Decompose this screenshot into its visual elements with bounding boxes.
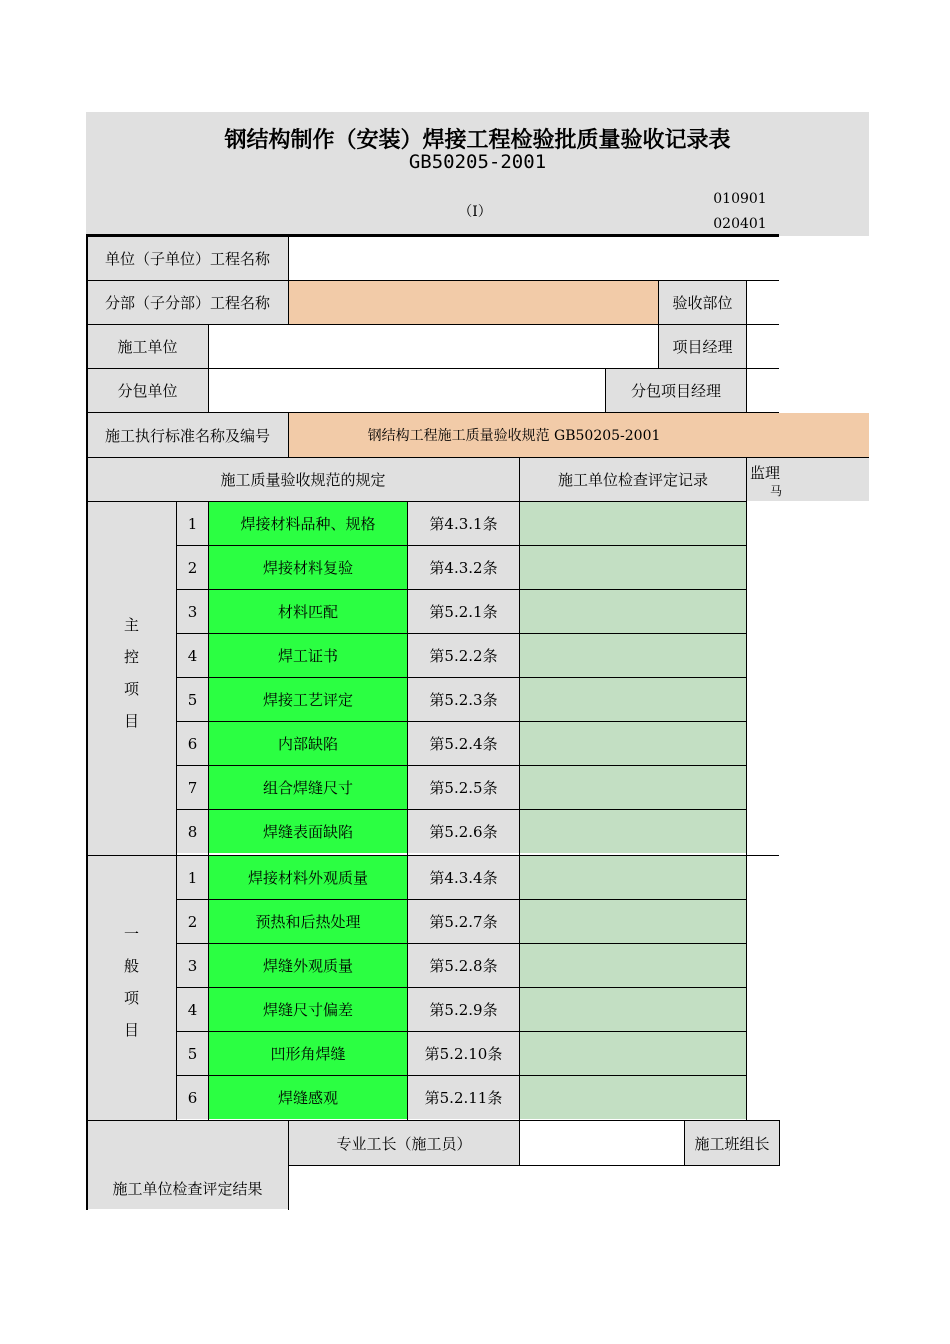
grid-hline — [176, 721, 746, 722]
project-manager-value[interactable] — [747, 325, 779, 368]
grid-hline — [176, 1075, 746, 1076]
grid-vline — [746, 501, 747, 1121]
main-item-record[interactable] — [520, 546, 746, 589]
general-char-3: 项 — [123, 989, 139, 1007]
general-item-clause: 第5.2.8条 — [408, 944, 519, 987]
grid-hline — [176, 545, 746, 546]
foreman-value[interactable] — [520, 1121, 684, 1165]
general-item-clause: 第5.2.7条 — [408, 900, 519, 943]
main-control-char-1: 主 — [123, 615, 139, 634]
grid-vline — [407, 501, 408, 1121]
main-item-clause: 第5.2.4条 — [408, 722, 519, 765]
standard-value: 钢结构工程施工质量验收规范 GB50205-2001 — [289, 413, 869, 457]
main-control-char-2: 控 — [123, 647, 139, 666]
sub-project-value[interactable] — [289, 281, 658, 324]
main-item-name: 组合焊缝尺寸 — [209, 766, 407, 809]
grid-hline — [176, 809, 746, 810]
project-manager-label: 项目经理 — [659, 325, 746, 368]
general-section — [87, 856, 176, 1120]
unit-project-value[interactable] — [289, 237, 779, 280]
general-item-record[interactable] — [520, 1076, 746, 1119]
main-control-char-4: 目 — [123, 711, 139, 730]
main-item-clause: 第5.2.1条 — [408, 590, 519, 633]
grid-vline — [684, 1120, 685, 1166]
record-header: 施工单位检查评定记录 — [520, 458, 746, 501]
acceptance-part-value[interactable] — [747, 281, 779, 324]
main-item-clause: 第5.2.6条 — [408, 810, 519, 853]
grid-vline — [208, 325, 209, 413]
main-item-clause: 第5.2.2条 — [408, 634, 519, 677]
form-code-1: 010901 — [713, 191, 767, 207]
grid-hline — [86, 855, 779, 856]
grid-hline — [86, 234, 779, 237]
subcontractor-value[interactable] — [209, 369, 605, 412]
general-item-name: 凹形角焊缝 — [209, 1032, 407, 1075]
main-item-no: 3 — [177, 590, 208, 633]
main-item-no: 8 — [177, 810, 208, 853]
grid-hline — [176, 589, 746, 590]
general-item-record[interactable] — [520, 900, 746, 943]
main-item-no: 6 — [177, 722, 208, 765]
grid-vline — [519, 501, 520, 1121]
spec-header: 施工质量验收规范的规定 — [87, 458, 519, 501]
grid-hline — [176, 677, 746, 678]
general-item-clause: 第5.2.9条 — [408, 988, 519, 1031]
main-item-record[interactable] — [520, 502, 746, 545]
general-item-no: 5 — [177, 1032, 208, 1075]
general-item-name: 焊缝外观质量 — [209, 944, 407, 987]
main-item-record[interactable] — [520, 590, 746, 633]
grid-hline — [176, 899, 746, 900]
general-item-record[interactable] — [520, 944, 746, 987]
main-item-clause: 第5.2.3条 — [408, 678, 519, 721]
general-item-record[interactable] — [520, 856, 746, 899]
grid-vline — [779, 1120, 780, 1166]
unit-project-label: 单位（子单位）工程名称 — [87, 237, 288, 280]
general-item-no: 3 — [177, 944, 208, 987]
grid-vline — [288, 413, 289, 457]
foreman-label: 专业工长（施工员） — [289, 1121, 519, 1165]
form-title: 钢结构制作（安装）焊接工程检验批质量验收记录表 — [224, 127, 731, 153]
grid-vline — [519, 457, 520, 502]
grid-hline — [176, 943, 746, 944]
standard-label: 施工执行标准名称及编号 — [87, 413, 288, 457]
grid-vline — [746, 281, 747, 413]
grid-vline — [658, 281, 659, 369]
main-item-name: 焊缝表面缺陷 — [209, 810, 407, 853]
subcontractor-label: 分包单位 — [87, 369, 208, 412]
grid-hline — [86, 280, 779, 281]
main-item-record[interactable] — [520, 766, 746, 809]
main-item-clause: 第5.2.5条 — [408, 766, 519, 809]
main-control-section — [87, 502, 176, 855]
construction-unit-value[interactable] — [209, 325, 658, 368]
sub-pm-label: 分包项目经理 — [606, 369, 746, 412]
general-item-clause: 第5.2.11条 — [408, 1076, 519, 1119]
general-item-name: 预热和后热处理 — [209, 900, 407, 943]
main-item-no: 4 — [177, 634, 208, 677]
grid-hline — [288, 1165, 779, 1166]
grid-vline — [746, 457, 747, 502]
general-item-clause: 第5.2.10条 — [408, 1032, 519, 1075]
grid-hline — [86, 324, 779, 325]
grid-vline — [288, 281, 289, 325]
main-item-name: 内部缺陷 — [209, 722, 407, 765]
grid-hline — [86, 412, 779, 413]
general-item-name: 焊缝尺寸偏差 — [209, 988, 407, 1031]
main-item-record[interactable] — [520, 678, 746, 721]
general-item-no: 6 — [177, 1076, 208, 1119]
general-item-no: 2 — [177, 900, 208, 943]
grid-hline — [86, 501, 746, 502]
grid-vline — [208, 501, 209, 1121]
main-item-no: 1 — [177, 502, 208, 545]
general-char-2: 般 — [123, 957, 139, 975]
general-item-no: 1 — [177, 856, 208, 899]
standard-code: GB50205-2001 — [408, 151, 547, 173]
grid-hline — [176, 765, 746, 766]
construction-unit-label: 施工单位 — [87, 325, 208, 368]
grid-vline — [288, 236, 289, 281]
grid-vline — [605, 369, 606, 413]
grid-hline — [86, 1120, 779, 1121]
grid-vline — [288, 1120, 289, 1210]
main-item-record[interactable] — [520, 634, 746, 677]
acceptance-part-label: 验收部位 — [659, 281, 746, 324]
main-item-clause: 第4.3.1条 — [408, 502, 519, 545]
grid-hline — [176, 1031, 746, 1032]
form-code-2: 020401 — [713, 216, 767, 232]
grid-vline — [86, 234, 88, 1210]
team-leader-label: 施工班组长 — [685, 1121, 779, 1165]
grid-vline — [176, 501, 177, 1121]
main-item-name: 焊接材料复验 — [209, 546, 407, 589]
grid-hline — [176, 987, 746, 988]
general-item-clause: 第4.3.4条 — [408, 856, 519, 899]
grid-vline — [519, 1120, 520, 1166]
sub-project-label: 分部（子分部）工程名称 — [87, 281, 288, 324]
main-item-name: 材料匹配 — [209, 590, 407, 633]
grid-hline — [86, 457, 869, 458]
grid-hline — [176, 633, 746, 634]
supervisor-header-text-2: 马 — [770, 483, 782, 498]
main-item-no: 2 — [177, 546, 208, 589]
general-item-record[interactable] — [520, 988, 746, 1031]
supervisor-header-text: 监理 — [750, 463, 780, 482]
part-number: （Ⅰ） — [458, 204, 492, 220]
general-char-1: 一 — [123, 925, 139, 943]
main-item-clause: 第4.3.2条 — [408, 546, 519, 589]
main-control-char-3: 项 — [123, 679, 139, 698]
grid-hline — [86, 368, 779, 369]
general-char-4: 目 — [123, 1021, 139, 1039]
sub-pm-value[interactable] — [747, 369, 779, 412]
main-item-name: 焊工证书 — [209, 634, 407, 677]
result-label: 施工单位检查评定结果 — [87, 1121, 288, 1209]
main-item-no: 7 — [177, 766, 208, 809]
main-item-name: 焊接工艺评定 — [209, 678, 407, 721]
main-item-name: 焊接材料品种、规格 — [209, 502, 407, 545]
general-item-no: 4 — [177, 988, 208, 1031]
main-item-record[interactable] — [520, 810, 746, 853]
general-item-name: 焊缝感观 — [209, 1076, 407, 1119]
general-item-name: 焊接材料外观质量 — [209, 856, 407, 899]
main-item-no: 5 — [177, 678, 208, 721]
main-item-record[interactable] — [520, 722, 746, 765]
general-item-record[interactable] — [520, 1032, 746, 1075]
